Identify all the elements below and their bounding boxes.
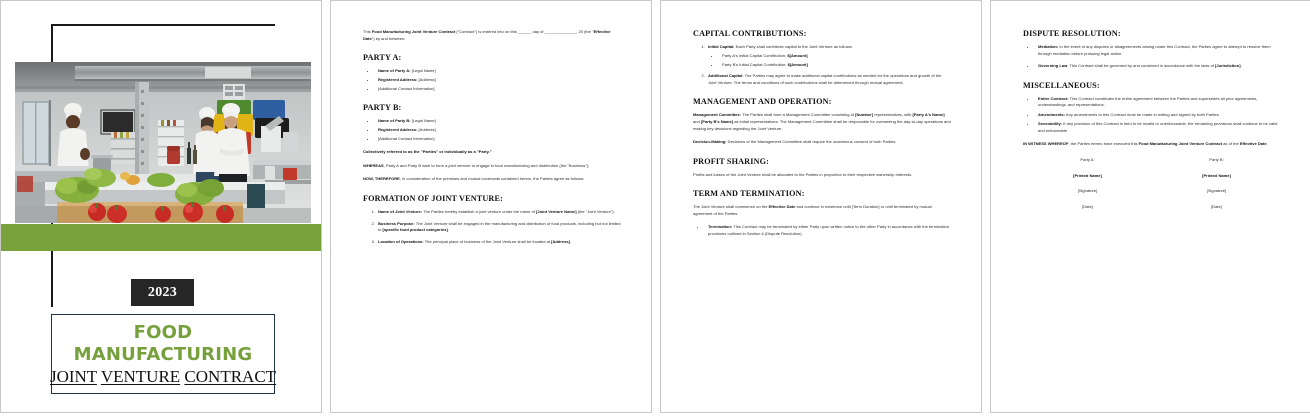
list-item (376, 239, 621, 246)
signature-party-a-label: Party A: (1080, 156, 1095, 162)
signature-party-b-label: Party B: (1209, 156, 1224, 162)
formation-item-0-text: The Parties hereby establish a joint venture under the name of (422, 208, 537, 214)
party-b-item-1-label: Registered Address: (378, 126, 418, 132)
party-a-item-0-label: Name of Party A: (378, 68, 411, 74)
list-item (376, 118, 621, 125)
list-item (706, 224, 951, 237)
heading-profit-sharing: PROFIT SHARING: (693, 156, 770, 166)
formation-list (363, 209, 621, 246)
intro-text-a: This (363, 29, 372, 34)
mgmt-party-b-placeholder: [Party B's Name] (700, 119, 734, 124)
decision-making-label: Decision-Making: (693, 139, 727, 145)
list-item (720, 62, 951, 69)
list-item (1036, 63, 1281, 70)
list-item (706, 73, 951, 86)
whereas-label: WHEREAS (363, 162, 384, 168)
formation-item-0-text2: (the "Joint Venture"). (576, 208, 615, 214)
heading-capital-contributions: CAPITAL CONTRIBUTIONS: (693, 29, 807, 38)
amendments-text: Any amendments to this Contract must be made in writing and signed by both Parties. (1064, 111, 1220, 117)
list-item (376, 136, 621, 143)
list-item (376, 68, 621, 75)
entire-contract-text: This Contract constitutes the entire agreement between the Parties and supersedes all prior agreements, understandings, and representations. (1038, 95, 1258, 108)
collectively-text: Collectively referred to as the "Parties" or individually as a "Party." (363, 149, 492, 155)
capital-additional-label: Additional Capital (708, 73, 743, 79)
party-a-list (363, 68, 621, 92)
term-text-c: and continue in existence until [Term Duration] or until terminated by mutual agreement of the Parties. (693, 204, 932, 216)
collectively-paragraph (363, 149, 621, 156)
witness-label: IN WITNESS WHEREOF (1023, 141, 1069, 147)
cover-subtitle-word-2: VENTURE (100, 366, 181, 386)
capital-sub-0-text: Party A's Initial Capital Contribution: (722, 53, 788, 59)
termination-list (693, 224, 951, 237)
management-committee-label: Management Committee: (693, 112, 742, 118)
intro-effective-date: Effective Date (363, 29, 611, 41)
mediation-text: In the event of any disputes or disagreements arising under this Contract, the Parties agree to attempt to resolve them through mediation before pursuing legal action. (1038, 44, 1271, 56)
party-b-item-0-value: [Legal Name] (410, 118, 436, 124)
amendments-label: Amendments: (1038, 111, 1065, 117)
signature-column-party-a (1023, 157, 1152, 210)
formation-item-0-placeholder: [Joint Venture Name] (536, 208, 577, 214)
mgmt-text-g: as initial representatives. The Management Committee shall be responsible for overseeing the day-to-day operations and making key decisions regarding the Joint Venture. (693, 119, 951, 131)
severability-label: Severability: (1038, 121, 1063, 127)
document-page-3 (660, 0, 982, 413)
cover-decorative-horizontal-line (51, 24, 275, 26)
formation-item-2-text: The principal place of business of the Joint Venture shall be located at (423, 239, 552, 245)
document-page-4 (990, 0, 1310, 413)
capital-initial-text: Each Party shall contribute capital to the Joint Venture as follows: (734, 44, 853, 50)
termination-text: This Contract may be terminated by either Party upon written notice to the other Party in accordance with the termination provisions outlined in Section 6 (Dispute Resolution). (708, 224, 949, 236)
severability-text: If any provision of this Contract is held to be invalid or unenforceable, the remaining provisions shall continue to be valid and enforceable. (1038, 121, 1278, 133)
governing-law-label: Governing Law (1038, 63, 1068, 69)
management-committee-paragraph (693, 112, 951, 132)
cover-year-badge: 2023 (131, 279, 194, 306)
formation-item-1-text: The Joint Venture shall be engaged in the manufacturing and distribution of food products, including but not limited to (378, 220, 621, 233)
list-item (376, 127, 621, 134)
heading-management-and-operation: MANAGEMENT AND OPERATION: (693, 97, 832, 107)
signature-block (1023, 157, 1281, 210)
mgmt-text-c: representatives, with (873, 112, 913, 118)
list-item (1036, 44, 1281, 57)
list-item (376, 221, 621, 234)
governing-law-text: : This Contract shall be governed by and construed in accordance with the laws of (1067, 63, 1215, 69)
now-therefore-label: NOW, THEREFORE (363, 176, 400, 182)
heading-party-b: PARTY B: (363, 103, 402, 113)
termination-label: Termination: (708, 224, 733, 230)
cover-subtitle (50, 367, 276, 387)
term-effective-date: Effective Date (768, 204, 796, 210)
signature-party-a-signature: [Signature] (1077, 188, 1098, 194)
mgmt-number-placeholder: [Number] (855, 112, 874, 118)
capital-additional-text: : The Parties may agree to make additional capital contributions as needed for the operations and growth of the Joint Venture. The terms and conditions of such contributions shall be determined through mutual agreement. (708, 73, 942, 85)
intro-contract-name: Food Manufacturing Joint Venture Contract (371, 29, 456, 34)
document-page-1-cover (0, 0, 322, 413)
whereas-text: , Party A and Party B wish to form a joint venture to engage in food manufacturing and distribution (the "Business"); (383, 162, 590, 168)
witness-text-d: as of the (1222, 141, 1240, 147)
profit-sharing-paragraph: Profits and losses of the Joint Venture shall be allocated to the Parties in proportion to their respective ownership interests. (693, 171, 913, 177)
party-b-item-0-label: Name of Party B: (378, 118, 411, 124)
kitchen-illustration-icon (15, 62, 311, 223)
signature-party-b-signature: [Signature] (1206, 188, 1227, 194)
capital-sub-1-amount: $[Amount] (787, 61, 808, 67)
whereas-paragraph (363, 163, 621, 170)
mgmt-text-e: and (693, 119, 701, 124)
cover-title-box (51, 314, 275, 394)
intro-paragraph (363, 29, 621, 42)
dispute-list (1023, 44, 1281, 70)
party-a-item-1-label: Registered Address: (378, 76, 418, 82)
capital-list (693, 44, 951, 86)
document-page-2 (330, 0, 652, 413)
page-4-body (1023, 29, 1281, 210)
list-item (1036, 112, 1281, 119)
page-2-body (363, 29, 621, 253)
decision-making-paragraph (693, 139, 951, 146)
heading-miscellaneous: MISCELLANEOUS: (1023, 80, 1100, 90)
capital-initial-label: Initial Capital: (708, 44, 735, 50)
party-a-item-1-value: [Address] (417, 76, 436, 82)
signature-party-b-printed-name: [Printed Name] (1202, 172, 1231, 178)
party-b-item-2-value: [Additional Contact Information] (378, 135, 435, 141)
decision-making-text: Decisions of the Management Committee shall require the unanimous consent of both Parties. (726, 139, 897, 145)
cover-title-line-2: MANUFACTURING (73, 343, 253, 365)
witness-text-b: , the Parties hereto have executed this (1068, 141, 1139, 147)
formation-item-1-text2: . (447, 227, 449, 233)
formation-item-1-placeholder: [specific food product categories] (382, 227, 448, 233)
witness-contract-name: Food Manufacturing Joint Venture Contract (1138, 141, 1223, 147)
heading-formation-of-joint-venture: FORMATION OF JOINT VENTURE: (363, 193, 503, 203)
signature-column-party-b (1152, 157, 1281, 210)
intro-text-e: ") by and between: (371, 35, 406, 41)
mgmt-text-a: The Parties shall form a Management Committee consisting of (741, 112, 856, 118)
heading-party-a: PARTY A: (363, 53, 402, 63)
formation-item-2-placeholder: [Address] (551, 239, 571, 245)
signature-party-a-printed-name: [Printed Name] (1073, 172, 1102, 178)
cover-title-line-1: FOOD (133, 321, 193, 343)
capital-sub-0-amount: $[Amount] (787, 53, 808, 59)
governing-law-jurisdiction: [Jurisdiction] (1214, 63, 1241, 69)
party-b-item-1-value: [Address] (417, 126, 436, 132)
list-item (1036, 96, 1281, 109)
cover-photo-commercial-kitchen (15, 62, 311, 223)
signature-party-b-date: [Date] (1211, 203, 1222, 209)
cover-subtitle-word-3: CONTRACT (184, 366, 277, 386)
capital-sub-1-text: Party B's Initial Capital Contribution: (722, 61, 788, 67)
intro-text-c: ("Contract") is entered into on this ______ day of ______________, 20 (the " (455, 29, 594, 34)
heading-dispute-resolution: DISPUTE RESOLUTION: (1023, 29, 1121, 38)
term-text-a: The Joint Venture shall commence on the (693, 204, 769, 210)
cover-subtitle-word-1: JOINT (49, 366, 97, 386)
list-item (376, 86, 621, 93)
entire-contract-label: Entire Contract: (1038, 95, 1069, 101)
list-item (1036, 121, 1281, 134)
miscellaneous-list (1023, 96, 1281, 135)
mediation-label: Mediation: (1038, 44, 1059, 50)
formation-item-1-label: Business Purpose: (378, 220, 415, 226)
witness-effective-date: Effective Date (1239, 141, 1267, 147)
formation-item-0-label: Name of Joint Venture: (378, 208, 423, 214)
witness-text-f: . (1266, 141, 1268, 147)
mgmt-party-a-placeholder: [Party A's Name] (912, 112, 945, 118)
party-a-item-2-value: [Additional Contact Information] (378, 85, 435, 91)
capital-sub-list (708, 53, 951, 68)
list-item (376, 209, 621, 216)
list-item (720, 53, 951, 60)
page-3-body (693, 29, 951, 244)
now-therefore-paragraph (363, 176, 621, 183)
signature-party-a-date: [Date] (1082, 203, 1093, 209)
witness-paragraph (1023, 141, 1281, 148)
heading-term-and-termination: TERM AND TERMINATION: (693, 189, 805, 199)
formation-item-2-text2: . (570, 239, 572, 245)
formation-item-2-label: Location of Operations: (378, 239, 424, 245)
now-therefore-text: , in consideration of the premises and mutual covenants contained herein, the Parties agree as follows: (399, 176, 585, 182)
list-item (376, 77, 621, 84)
party-a-item-0-value: [Legal Name] (410, 68, 436, 74)
cover-green-band (1, 224, 322, 251)
list-item (706, 44, 951, 68)
governing-law-text2: . (1240, 63, 1242, 69)
party-b-list (363, 118, 621, 142)
term-paragraph (693, 204, 951, 217)
